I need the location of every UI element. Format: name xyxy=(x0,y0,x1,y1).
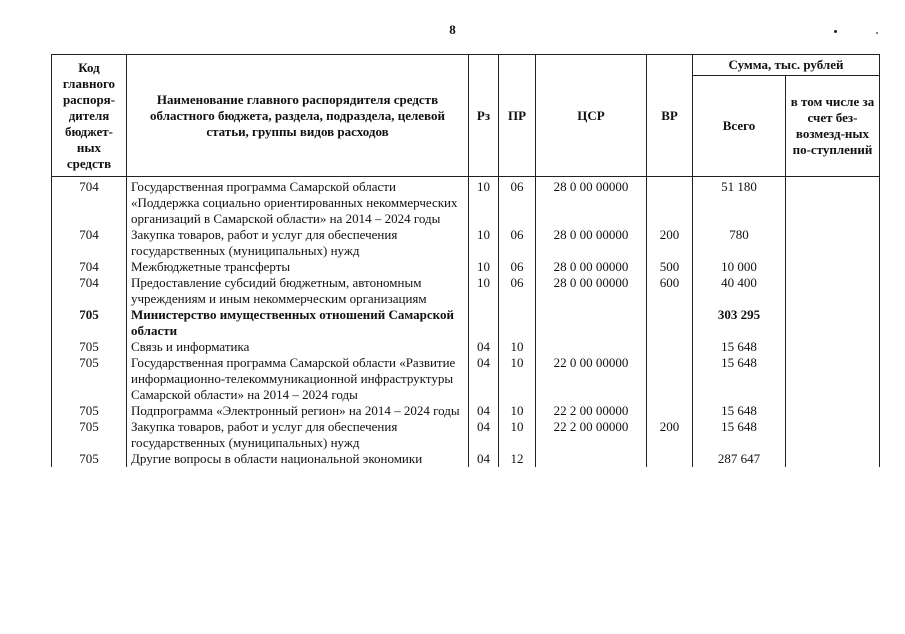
cell-csr xyxy=(536,339,647,355)
table-row xyxy=(52,451,880,467)
cell-including xyxy=(786,227,880,259)
cell-including xyxy=(786,403,880,419)
cell-vr: 500 xyxy=(647,259,693,275)
cell-csr xyxy=(536,307,647,339)
cell-code: 705 xyxy=(52,403,127,419)
cell-total: 15 648 xyxy=(693,419,786,451)
cell-code: 705 xyxy=(52,451,127,467)
page-number: 8 xyxy=(449,22,456,37)
cell-pr: 10 xyxy=(499,339,536,355)
cell-rz xyxy=(469,307,499,339)
cell-code: 705 xyxy=(52,307,127,339)
cell-total: 15 648 xyxy=(693,403,786,419)
cell-name: Связь и информатика xyxy=(127,339,469,355)
cell-including xyxy=(786,355,880,403)
table-row xyxy=(52,339,880,355)
table-row xyxy=(52,355,880,403)
cell-including xyxy=(786,451,880,467)
cell-vr xyxy=(647,177,693,228)
cell-csr: 28 0 00 00000 xyxy=(536,227,647,259)
cell-vr xyxy=(647,339,693,355)
cell-rz: 10 xyxy=(469,275,499,307)
cell-rz: 10 xyxy=(469,227,499,259)
cell-including xyxy=(786,339,880,355)
header-csr: ЦСР xyxy=(536,55,647,177)
cell-code: 705 xyxy=(52,419,127,451)
cell-vr xyxy=(647,451,693,467)
header-pr: ПР xyxy=(499,55,536,177)
scan-speck xyxy=(876,32,878,34)
cell-pr: 10 xyxy=(499,355,536,403)
cell-csr: 22 2 00 00000 xyxy=(536,403,647,419)
header-name: Наименование главного распорядителя средств областного бюджета, раздела, подраздела, целевой статьи, группы видов расходов xyxy=(127,55,469,177)
cell-rz: 04 xyxy=(469,403,499,419)
cell-pr: 12 xyxy=(499,451,536,467)
cell-including xyxy=(786,177,880,228)
cell-name: Закупка товаров, работ и услуг для обеспечения государственных (муниципальных) нужд xyxy=(127,419,469,451)
cell-total: 15 648 xyxy=(693,355,786,403)
cell-vr xyxy=(647,355,693,403)
cell-csr: 22 0 00 00000 xyxy=(536,355,647,403)
cell-vr xyxy=(647,403,693,419)
cell-code: 704 xyxy=(52,227,127,259)
cell-including xyxy=(786,275,880,307)
cell-csr: 28 0 00 00000 xyxy=(536,177,647,228)
cell-rz: 04 xyxy=(469,451,499,467)
table-row xyxy=(52,403,880,419)
header-code: Код главного распоря-дителя бюджет-ных средств xyxy=(52,55,127,177)
cell-total: 51 180 xyxy=(693,177,786,228)
table-row xyxy=(52,419,880,451)
header-total: Всего xyxy=(693,76,786,177)
cell-name: Закупка товаров, работ и услуг для обеспечения государственных (муниципальных) нужд xyxy=(127,227,469,259)
cell-name: Подпрограмма «Электронный регион» на 2014 – 2024 годы xyxy=(127,403,469,419)
header-sum: Сумма, тыс. рублей xyxy=(693,55,880,76)
cell-pr: 10 xyxy=(499,419,536,451)
cell-rz: 10 xyxy=(469,259,499,275)
cell-total: 40 400 xyxy=(693,275,786,307)
cell-code: 705 xyxy=(52,355,127,403)
table-row xyxy=(52,275,880,307)
cell-rz: 10 xyxy=(469,177,499,228)
header-vr: ВР xyxy=(647,55,693,177)
cell-csr: 22 2 00 00000 xyxy=(536,419,647,451)
cell-total: 15 648 xyxy=(693,339,786,355)
cell-pr: 06 xyxy=(499,227,536,259)
cell-code: 705 xyxy=(52,339,127,355)
cell-vr: 200 xyxy=(647,419,693,451)
cell-name: Другие вопросы в области национальной экономики xyxy=(127,451,469,467)
cell-rz: 04 xyxy=(469,355,499,403)
cell-code: 704 xyxy=(52,275,127,307)
header-rz: Рз xyxy=(469,55,499,177)
cell-total: 287 647 xyxy=(693,451,786,467)
cell-name: Предоставление субсидий бюджетным, автономным учреждениям и иным некоммерческим организациям xyxy=(127,275,469,307)
cell-rz: 04 xyxy=(469,339,499,355)
cell-pr xyxy=(499,307,536,339)
cell-vr: 600 xyxy=(647,275,693,307)
cell-name: Государственная программа Самарской области «Поддержка социально ориентированных некоммерческих организаций в Самарской области» на 2014 – 2024 годы xyxy=(127,177,469,228)
cell-csr xyxy=(536,451,647,467)
cell-including xyxy=(786,259,880,275)
cell-total: 780 xyxy=(693,227,786,259)
budget-table xyxy=(51,54,880,467)
cell-code: 704 xyxy=(52,259,127,275)
cell-vr: 200 xyxy=(647,227,693,259)
table-row xyxy=(52,227,880,259)
cell-csr: 28 0 00 00000 xyxy=(536,275,647,307)
cell-including xyxy=(786,307,880,339)
cell-csr: 28 0 00 00000 xyxy=(536,259,647,275)
header-including: в том числе за счет без-возмезд-ных по-ступлений xyxy=(786,76,880,177)
cell-pr: 06 xyxy=(499,177,536,228)
cell-rz: 04 xyxy=(469,419,499,451)
table-body xyxy=(52,177,880,468)
cell-code: 704 xyxy=(52,177,127,228)
cell-including xyxy=(786,419,880,451)
table-row xyxy=(52,177,880,228)
table-row xyxy=(52,259,880,275)
cell-pr: 06 xyxy=(499,275,536,307)
cell-pr: 06 xyxy=(499,259,536,275)
cell-vr xyxy=(647,307,693,339)
cell-pr: 10 xyxy=(499,403,536,419)
cell-total: 303 295 xyxy=(693,307,786,339)
cell-name: Межбюджетные трансферты xyxy=(127,259,469,275)
scan-speck xyxy=(834,30,837,33)
cell-name: Министерство имущественных отношений Самарской области xyxy=(127,307,469,339)
table-row xyxy=(52,307,880,339)
cell-name: Государственная программа Самарской области «Развитие информационно-телекоммуникационной инфраструктуры Самарской области» на 2014 – 2024 годы xyxy=(127,355,469,403)
cell-total: 10 000 xyxy=(693,259,786,275)
